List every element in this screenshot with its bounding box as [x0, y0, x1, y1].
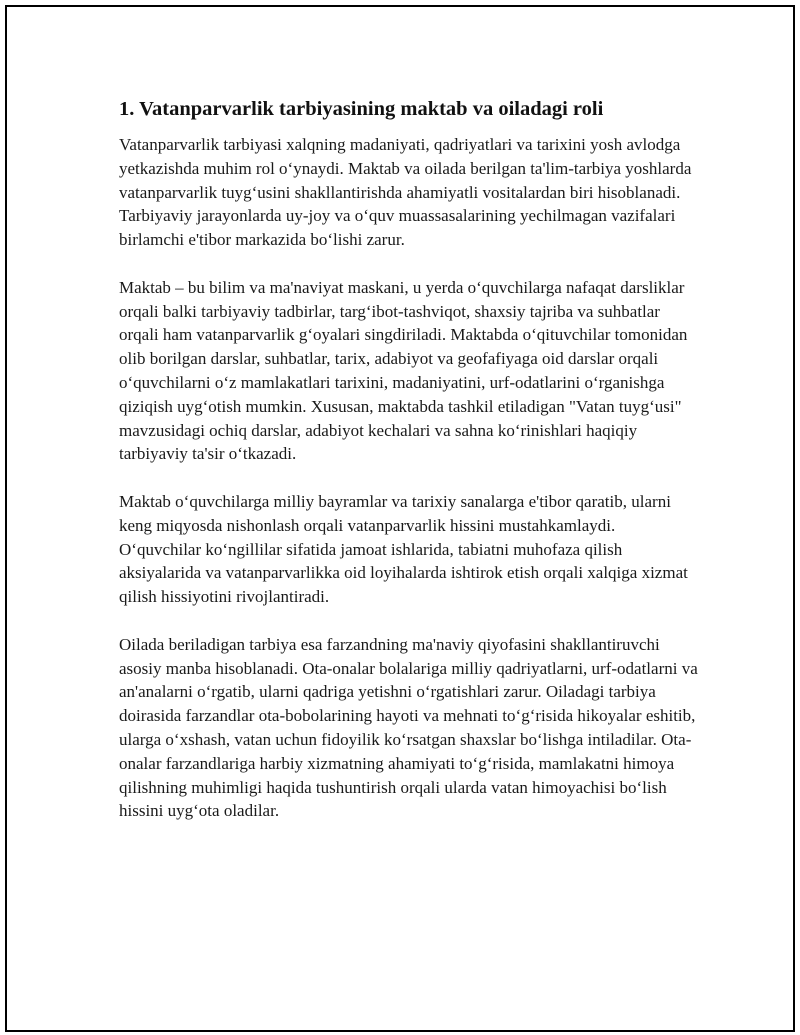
paragraph-family: Oilada beriladigan tarbiya esa farzandning ma'naviy qiyofasini shakllantiruvchi asosiy manba hisoblanadi. Ota-onalar bolalariga milliy qadriyatlarni, urf-odatlarni va an'analarni o‘rgatib, ularni qadriga yetishni o‘rgatishlari zarur. Oiladagi tarbiya doirasida farzandlar ota-bobolarining hayoti va mehnati to‘g‘risida hikoyalar eshitib, ularga o‘xshash, vatan uchun fidoyilik ko‘rsatgan shaxslar bo‘lishga intiladilar. Ota-onalar farzandlariga harbiy xizmatning ahamiyati to‘g‘risida, mamlakatni himoya qilishning muhimligi haqida tushuntirish orqali ularda vatan himoyachisi bo‘lish hissini uyg‘ota oladilar. — [119, 634, 698, 821]
paragraph-intro: Vatanparvarlik tarbiyasi xalqning madaniyati, qadriyatlari va tarixini yosh avlodga yetkazishda muhim rol o‘ynaydi. Maktab va oilada berilgan ta'lim-tarbiya yoshlarda vatanparvarlik tuyg‘usini shakllantirishda ahamiyatli vositalardan biri hisoblanadi. Tarbiyaviy jarayonlarda uy-joy va o‘quv muassasalarining yechilmagan vazifalari birlamchi e'tibor markazida bo‘lishi zarur. — [119, 135, 692, 250]
section-title: 1. Vatanparvarlik tarbiyasining maktab va oiladagi roli — [119, 98, 604, 120]
paragraph-celebrations: Maktab o‘quvchilarga milliy bayramlar va tarixiy sanalarga e'tibor qaratib, ularni keng miqyosda nishonlash orqali vatanparvarlik hissini mustahkamlaydi. O‘quvchilar ko‘ngillilar sifatida jamoat ishlarida, tabiatni muhofaza qilish aksiyalarida va vatanparvarlikka oid loyihalarda ishtirok etish orqali xalqiga xizmat qilish hissiyotini rivojlantiradi. — [119, 491, 688, 607]
page-frame — [5, 5, 795, 1032]
document-body — [119, 95, 699, 847]
paragraph-school: Maktab – bu bilim va ma'naviyat maskani, u yerda o‘quvchilarga nafaqat darsliklar orqali balki tarbiyaviy tadbirlar, targ‘ibot-tashviqot, shaxsiy tajriba va suhbatlar orqali ham vatanparvarlik g‘oyalari singdiriladi. Maktabda o‘qituvchilar tomonidan olib borilgan darslar, suhbatlar, tarix, adabiyot va geofafiyaga oid darslar orqali o‘quvchilarni o‘z mamlakatlari tarixini, madaniyatini, urf-odatlarini o‘rganishga qiziqish uyg‘otish mumkin. Xususan, maktabda tashkil etiladigan "Vatan tuyg‘usi" mavzusidagi ochiq darslar, adabiyot kechalari va sahna ko‘rinishlari haqiqiy tarbiyaviy ta'sir o‘tkazadi. — [119, 277, 688, 464]
